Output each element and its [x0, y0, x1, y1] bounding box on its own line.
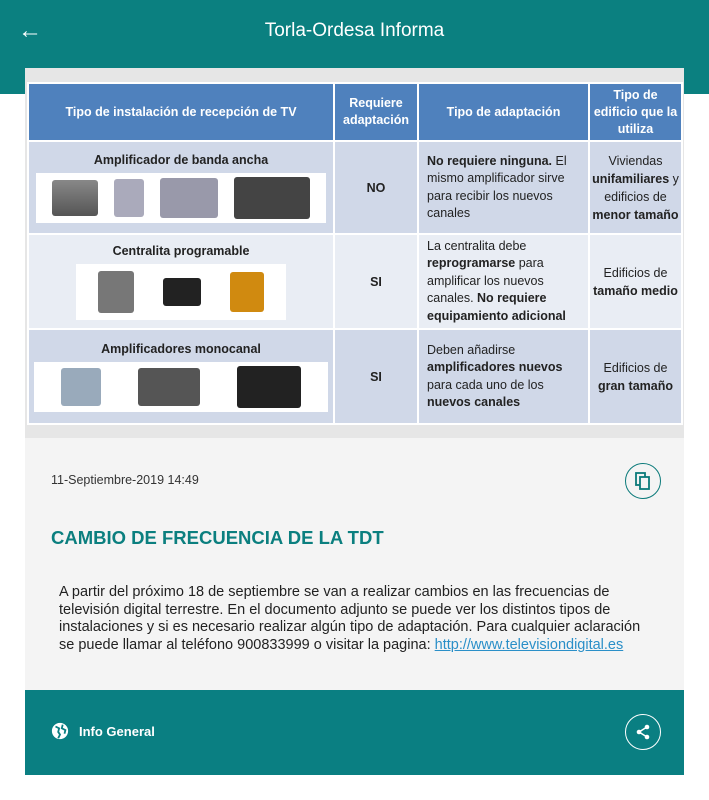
- requires-value: SI: [334, 329, 418, 424]
- card-footer: [25, 690, 684, 775]
- building-text: Edificios de: [603, 265, 668, 280]
- back-arrow-icon[interactable]: ←: [18, 17, 42, 44]
- adapt-bold: amplificadores nuevos: [427, 360, 563, 374]
- adapt-text: La centralita debe: [427, 238, 527, 253]
- adapt-text: para cada uno de los: [427, 377, 544, 392]
- requires-value: NO: [334, 141, 418, 234]
- adapt-text: Deben añadirse: [427, 342, 516, 357]
- globe-icon: [51, 722, 69, 740]
- building-bold: gran tamaño: [597, 378, 673, 393]
- installation-name: Amplificadores monocanal: [101, 341, 261, 356]
- table-row: [28, 329, 682, 424]
- adapt-text: para amplificar los nuevos canales.: [427, 256, 544, 306]
- post-link[interactable]: http://www.televisiondigital.es: [434, 637, 624, 654]
- table-header: Tipo de adaptación: [418, 83, 589, 141]
- adapt-bold: No requiere equipamiento adicional: [427, 291, 566, 323]
- tdt-table: [27, 82, 683, 425]
- adapt-text: El mismo amplificador sirve para recibir los nuevos canales: [427, 153, 567, 220]
- building-text: y edificios de: [604, 171, 679, 204]
- category-label: Info General: [79, 723, 155, 739]
- requires-value: SI: [334, 234, 418, 329]
- post-body-text: A partir del próximo 18 de septiembre se van a realizar cambios en las frecuencias de televisión digital terrestre. En el documento adjunto se puede ver los distintos tipos de instalaciones y si es necesario realizar algún tipo de adaptación. Para cualquier aclaración se puede llamar al teléfono 900833999 o visitar la pagina:: [59, 584, 641, 654]
- installation-name: Amplificador de banda ancha: [93, 152, 269, 167]
- table-header: Requiere adaptación: [334, 83, 418, 141]
- installation-name: Centralita programable: [112, 243, 250, 258]
- table-header: Tipo de edificio que la utiliza: [589, 83, 682, 141]
- table-header: Tipo de instalación de recepción de TV: [28, 83, 334, 141]
- device-photos: [36, 173, 326, 223]
- page-title: Torla-Ordesa Informa: [264, 20, 445, 41]
- device-photos: [76, 264, 286, 320]
- device-photos: [34, 362, 328, 412]
- news-card: [25, 68, 684, 775]
- share-icon: [635, 724, 651, 740]
- attached-image[interactable]: [25, 68, 684, 438]
- adapt-bold: No requiere ninguna.: [427, 153, 553, 168]
- post-date: 11-Septiembre-2019 14:49: [51, 473, 199, 487]
- table-row: [28, 234, 682, 329]
- copy-icon: [635, 472, 651, 490]
- building-bold: menor tamaño: [592, 207, 679, 222]
- post-body: [59, 584, 659, 655]
- building-bold: unifamiliares: [592, 171, 670, 186]
- building-text: Viviendas: [608, 153, 663, 168]
- category-info-general[interactable]: [51, 722, 155, 740]
- share-button[interactable]: [625, 714, 661, 750]
- adapt-bold: nuevos canales: [427, 395, 521, 409]
- post-headline: CAMBIO DE FRECUENCIA DE LA TDT: [51, 527, 384, 548]
- table-row: [28, 141, 682, 234]
- building-bold: tamaño medio: [593, 283, 678, 298]
- copy-button[interactable]: [625, 463, 661, 499]
- building-text: Edificios de: [603, 360, 668, 375]
- adapt-bold: reprogramarse: [427, 256, 516, 271]
